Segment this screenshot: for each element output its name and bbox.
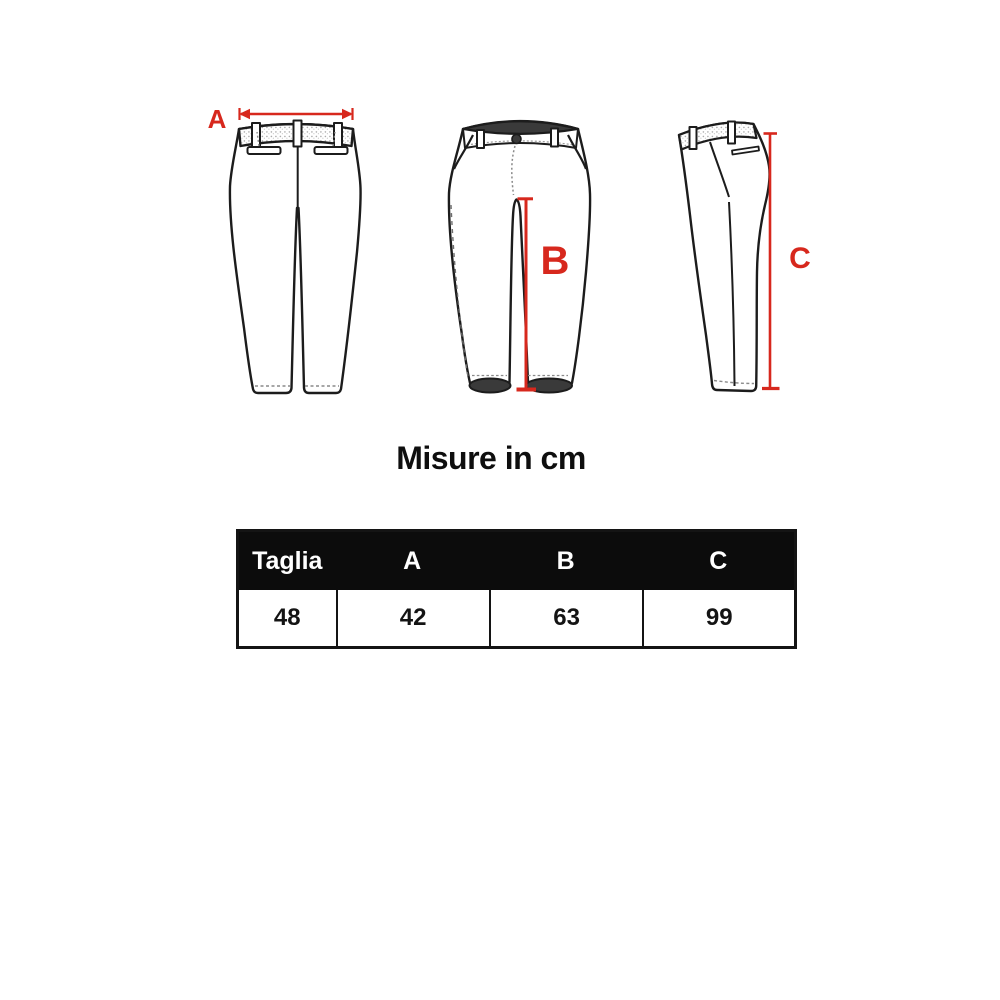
leg-opening bbox=[470, 379, 511, 393]
belt-loop bbox=[551, 129, 558, 147]
pants-side-outline bbox=[679, 123, 770, 391]
size-table-header-taglia: Taglia bbox=[252, 546, 323, 575]
size-table bbox=[236, 529, 797, 649]
size-table-cell-c: 99 bbox=[642, 590, 794, 646]
size-table-cell-taglia: 48 bbox=[273, 604, 301, 631]
size-table-header-row bbox=[239, 532, 794, 590]
size-table-header-c: C bbox=[709, 546, 728, 575]
size-table-cell-a: 42 bbox=[336, 590, 489, 646]
waistband-button bbox=[512, 135, 521, 144]
page-title: Misure in cm bbox=[396, 440, 586, 476]
belt-loop bbox=[294, 121, 302, 147]
pants-technical-drawings bbox=[0, 0, 1000, 460]
back-pocket-welt bbox=[315, 147, 348, 154]
back-pocket-welt bbox=[248, 147, 281, 154]
belt-loop bbox=[334, 123, 342, 149]
measurement-label-a: A bbox=[207, 104, 227, 134]
size-table-cell-b: 63 bbox=[489, 590, 643, 646]
size-table-header-a: A bbox=[403, 546, 422, 575]
size-table-header-b: B bbox=[556, 546, 575, 575]
pants-back-view-drawing bbox=[230, 121, 361, 394]
belt-loop bbox=[728, 122, 735, 144]
belt-loop bbox=[690, 127, 697, 149]
measurement-label-c: C bbox=[789, 242, 811, 275]
belt-loop bbox=[477, 130, 484, 148]
size-table-data-row bbox=[239, 590, 794, 646]
measurement-label-b: B bbox=[540, 239, 570, 283]
measurement-arrow-a bbox=[239, 108, 353, 120]
pants-side-view-drawing bbox=[679, 122, 770, 392]
pants-back-outline bbox=[230, 124, 361, 393]
